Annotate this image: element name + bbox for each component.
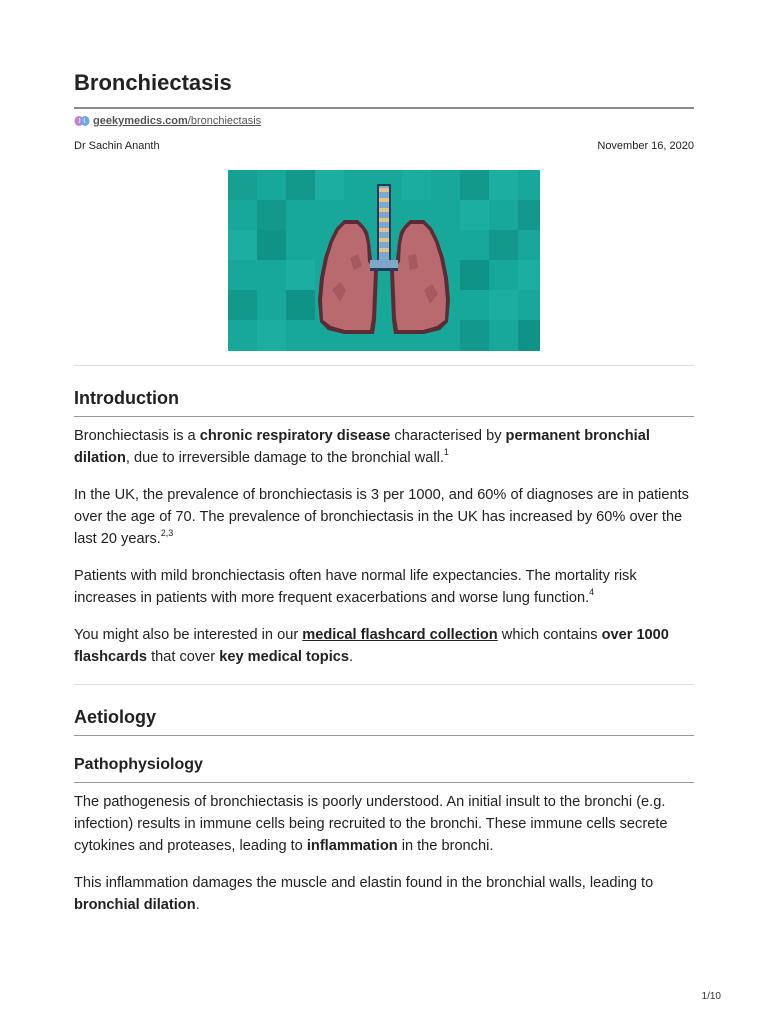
heading-rule [74, 735, 694, 736]
section-divider [74, 684, 694, 685]
heading-introduction: Introduction [74, 388, 179, 408]
source-domain: geekymedics.com [93, 115, 188, 127]
heading-rule [74, 416, 694, 417]
source-path: /bronchiectasis [187, 115, 262, 127]
page-title: Bronchiectasis [74, 70, 232, 95]
source-line [74, 115, 261, 127]
section-divider [74, 365, 694, 366]
author: Dr Sachin Ananth [74, 140, 160, 152]
publish-date: November 16, 2020 [597, 140, 694, 152]
aetiology-paragraph-2: This inflammation damages the muscle and elastin found in the bronchial walls, leading to bronchial dilation. [74, 875, 654, 913]
heading-pathophysiology: Pathophysiology [74, 756, 203, 773]
source-link[interactable] [93, 115, 261, 127]
intro-paragraph-1: Bronchiectasis is a chronic respiratory disease characterised by permanent bronchial dilation, due to irreversible damage to the bronchial wall.$^1$ [74, 428, 650, 466]
flashcard-collection-link[interactable]: medical flashcard collection [302, 627, 498, 643]
intro-paragraph-3: Patients with mild bronchiectasis often have normal life expectancies. The mortality risk increases in patients with more frequent exacerbations and worse lung function.$^4$ [74, 568, 637, 606]
intro-paragraph-4: You might also be interested in our medical flashcard collection which contains over 1000 flashcards that cover key medical topics. [74, 627, 669, 665]
brain-icon [74, 115, 90, 127]
subheading-rule [74, 782, 694, 783]
page-number: 1/10 [701, 991, 721, 1002]
title-divider [74, 107, 694, 109]
heading-aetiology: Aetiology [74, 707, 157, 727]
aetiology-paragraph-1: The pathogenesis of bronchiectasis is poorly understood. An initial insult to the bronchi (e.g. infection) results in immune cells being recruited to the bronchi. These immune cells secrete cytokines and proteases, leading to inflammation in the bronchi. [74, 794, 668, 854]
lungs-hero-image [228, 170, 540, 351]
intro-paragraph-2: In the UK, the prevalence of bronchiectasis is 3 per 1000, and 60% of diagnoses are in patients over the age of 70. The prevalence of bronchiectasis in the UK has increased by 60% over the last 20 years.$^{2,3}$ [74, 487, 689, 547]
article-meta [74, 140, 694, 152]
